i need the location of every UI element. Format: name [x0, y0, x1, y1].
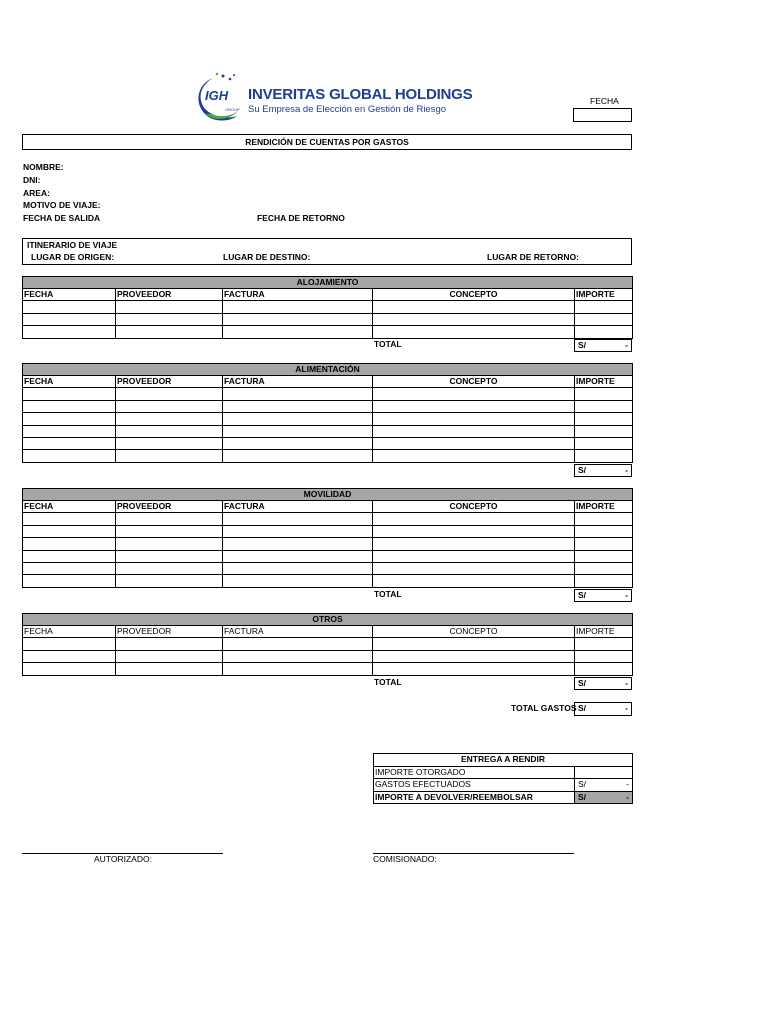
col-factura: FACTURA [223, 501, 373, 513]
lugar-origen-label: LUGAR DE ORIGEN: [31, 252, 115, 262]
movilidad-total-value [574, 589, 632, 602]
currency-label: S/ [578, 678, 587, 688]
importe-devolver-label: IMPORTE A DEVOLVER/REEMBOLSAR [374, 791, 575, 804]
importe-otorgado-value[interactable] [575, 766, 633, 779]
col-concepto: CONCEPTO [373, 376, 575, 388]
section-title-alimentacion: ALIMENTACIÓN [23, 364, 633, 376]
col-concepto: CONCEPTO [373, 501, 575, 513]
form-title-box [22, 134, 632, 150]
currency-label: S/ [578, 703, 587, 713]
nombre-label: NOMBRE: [23, 162, 64, 172]
table-row[interactable] [23, 437, 633, 449]
amount-value: - [626, 791, 629, 802]
col-importe: IMPORTE [575, 289, 633, 301]
table-row[interactable] [23, 575, 633, 587]
col-proveedor: PROVEEDOR [116, 376, 223, 388]
comisionado-label: COMISIONADO: [373, 854, 437, 864]
company-tagline: Su Empresa de Elección en Gestión de Riesgo [248, 104, 447, 115]
section-title-movilidad: MOVILIDAD [23, 489, 633, 501]
col-fecha: FECHA [23, 376, 116, 388]
table-row[interactable] [23, 638, 633, 650]
gastos-efectuados-value [575, 779, 633, 792]
amount-value: - [626, 779, 629, 790]
currency-label: S/ [578, 340, 587, 350]
table-row[interactable] [23, 400, 633, 412]
alimentacion-table [22, 363, 633, 463]
table-row[interactable] [23, 450, 633, 462]
total-gastos-label: TOTAL GASTOS [511, 703, 577, 713]
logo-subtext: GROUP [225, 107, 240, 112]
table-row[interactable] [23, 650, 633, 662]
otros-table [22, 613, 633, 676]
table-row[interactable] [23, 388, 633, 400]
amount-value: - [625, 340, 628, 350]
movilidad-total-label: TOTAL [374, 589, 402, 599]
currency-label: S/ [578, 791, 587, 802]
table-row[interactable] [23, 538, 633, 550]
col-importe: IMPORTE [575, 626, 633, 638]
table-row[interactable] [23, 413, 633, 425]
table-row[interactable] [23, 663, 633, 675]
currency-label: S/ [578, 779, 587, 790]
table-row[interactable] [23, 313, 633, 325]
fecha-input[interactable] [573, 108, 632, 122]
logo-text: IGH [205, 88, 229, 103]
total-gastos-value [574, 702, 632, 716]
table-row[interactable] [23, 513, 633, 525]
lugar-destino-label: LUGAR DE DESTINO: [223, 252, 311, 262]
importe-devolver-value [575, 791, 633, 804]
dni-label: DNI: [23, 175, 41, 185]
entrega-table [373, 753, 633, 804]
area-label: AREA: [23, 188, 50, 198]
section-title-otros: OTROS [23, 614, 633, 626]
amount-value: - [625, 590, 628, 600]
table-row[interactable] [23, 301, 633, 313]
gastos-efectuados-label: GASTOS EFECTUADOS [374, 779, 575, 792]
col-fecha: FECHA [23, 626, 116, 638]
col-fecha: FECHA [23, 289, 116, 301]
currency-label: S/ [578, 590, 587, 600]
alimentacion-total-value [574, 464, 632, 477]
autorizado-label: AUTORIZADO: [94, 854, 152, 864]
entrega-title: ENTREGA A RENDIR [374, 754, 633, 767]
form-title: RENDICIÓN DE CUENTAS POR GASTOS [245, 137, 409, 147]
col-factura: FACTURA [223, 626, 373, 638]
company-logo [193, 70, 473, 124]
alojamiento-total-value [574, 339, 632, 352]
table-row[interactable] [23, 525, 633, 537]
itinerario-title: ITINERARIO DE VIAJE [27, 240, 118, 250]
otros-total-value [574, 677, 632, 690]
movilidad-table [22, 488, 633, 588]
amount-value: - [625, 678, 628, 688]
currency-label: S/ [578, 465, 587, 475]
table-row[interactable] [23, 550, 633, 562]
fecha-retorno-label: FECHA DE RETORNO [257, 213, 345, 223]
col-importe: IMPORTE [575, 501, 633, 513]
col-proveedor: PROVEEDOR [116, 501, 223, 513]
col-proveedor: PROVEEDOR [116, 626, 223, 638]
otros-total-label: TOTAL [374, 677, 402, 687]
lugar-retorno-label: LUGAR DE RETORNO: [487, 252, 579, 262]
table-row[interactable] [23, 562, 633, 574]
amount-value: - [625, 465, 628, 475]
fecha-label: FECHA [590, 96, 619, 106]
itinerario-box [22, 238, 632, 265]
amount-value: - [625, 703, 628, 713]
alojamiento-total-label: TOTAL [374, 339, 402, 349]
company-name: INVERITAS GLOBAL HOLDINGS [248, 86, 473, 103]
col-proveedor: PROVEEDOR [116, 289, 223, 301]
importe-otorgado-label: IMPORTE OTORGADO [374, 766, 575, 779]
col-importe: IMPORTE [575, 376, 633, 388]
section-title-alojamiento: ALOJAMIENTO [23, 277, 633, 289]
table-row[interactable] [23, 326, 633, 338]
col-concepto: CONCEPTO [373, 626, 575, 638]
motivo-label: MOTIVO DE VIAJE: [23, 200, 101, 210]
col-fecha: FECHA [23, 501, 116, 513]
col-factura: FACTURA [223, 376, 373, 388]
alojamiento-table [22, 276, 633, 339]
table-row[interactable] [23, 425, 633, 437]
fecha-salida-label: FECHA DE SALIDA [23, 213, 101, 223]
col-factura: FACTURA [223, 289, 373, 301]
col-concepto: CONCEPTO [373, 289, 575, 301]
